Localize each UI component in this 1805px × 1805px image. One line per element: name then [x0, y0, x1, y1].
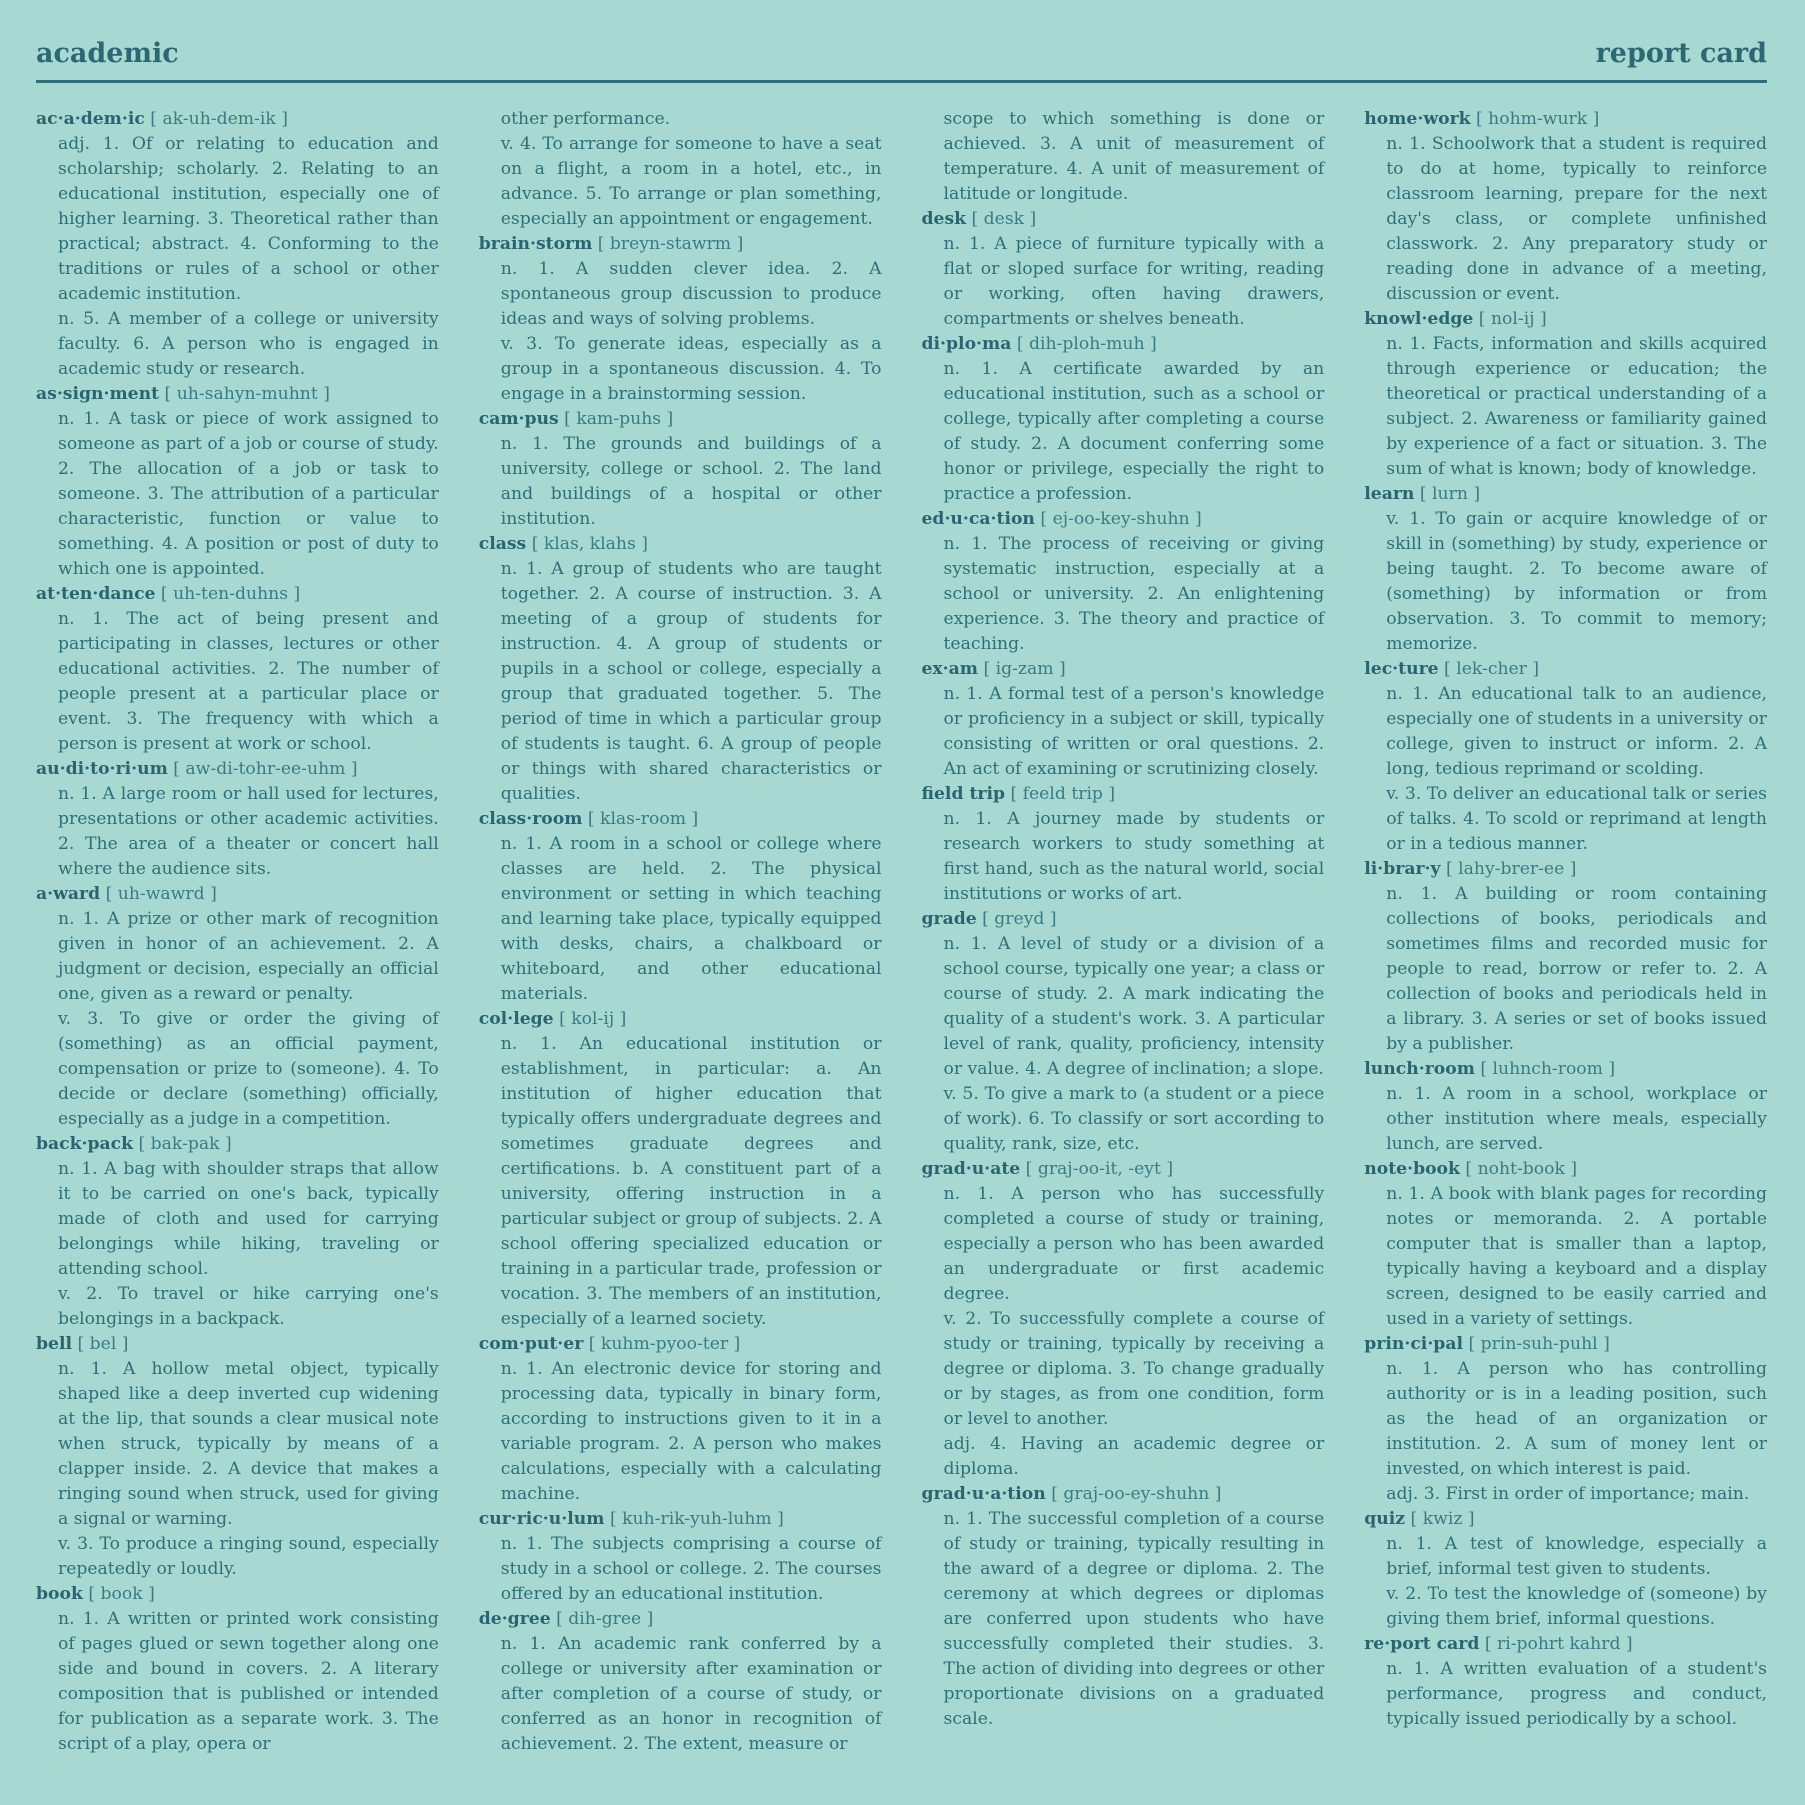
- dictionary-entry: [36, 1582, 439, 1757]
- dictionary-entry: [1364, 107, 1767, 307]
- definition: n. 1. A level of study or a division of a school course, typically one year; a class or course of study. 2. A mark indicating the quality of a student's work. 3. A particular level of rank, quality, proficiency, intensity or value. 4. A degree of inclination; a slope.: [943, 934, 1325, 1079]
- headword: cam·pus: [478, 409, 559, 429]
- dictionary-entry: [922, 332, 1325, 507]
- pronunciation: [ breyn-stawrm ]: [592, 234, 744, 254]
- dictionary-entry: [36, 582, 439, 757]
- definition: n. 1. The subjects comprising a course of study in a school or college. 2. The courses offered by an educational institution.: [500, 1534, 882, 1604]
- definition: n. 1. A certificate awarded by an educational institution, such as a school or college, typically after completing a course of study. 2. A document conferring some honor or privilege, especially the right to practice a profession.: [943, 359, 1325, 504]
- entry-head: [922, 207, 1325, 232]
- pronunciation: [ greyd ]: [976, 909, 1057, 929]
- dictionary-entry: [36, 107, 439, 382]
- definition: n. 1. A formal test of a person's knowledge or proficiency in a subject or skill, typically consisting of written or oral questions. 2. An act of examining or scrutinizing closely.: [943, 684, 1325, 779]
- dictionary-entry: [36, 1132, 439, 1332]
- dictionary-entry: [479, 1007, 882, 1332]
- entry-head: [1364, 1507, 1767, 1532]
- dictionary-entry: [479, 1607, 882, 1757]
- headword: li·brar·y: [1364, 859, 1441, 879]
- entry-head: [479, 1007, 882, 1032]
- pronunciation: [ kuhm-pyoo-ter ]: [583, 1334, 741, 1354]
- pronunciation: [ klas-room ]: [582, 809, 699, 829]
- definition: v. 2. To travel or hike carrying one's belongings in a backpack.: [58, 1284, 439, 1329]
- dictionary-entry: [1364, 657, 1767, 857]
- definition: n. 1. The act of being present and participating in classes, lectures or other educational activities. 2. The number of people present at a particular place or event. 3. The frequency with which a person is present at work or school.: [58, 609, 439, 754]
- entry-head: [922, 1482, 1325, 1507]
- entry-head: [1364, 1057, 1767, 1082]
- entry-head: [922, 332, 1325, 357]
- header-right-guideword: report card: [1595, 38, 1767, 69]
- pronunciation: [ graj-oo-it, -eyt ]: [1020, 1159, 1174, 1179]
- dictionary-entry: [922, 782, 1325, 907]
- definition: n. 1. A room in a school or college where classes are held. 2. The physical environment or setting in which teaching and learning take place, typically equipped with desks, chairs, a chalkboard or whiteboard, and other educational materials.: [500, 834, 882, 1004]
- definition: n. 1. A building or room containing collections of books, periodicals and sometimes films and recorded music for people to read, borrow or refer to. 2. A collection of books and periodicals held in a library. 3. A series or set of books issued by a publisher.: [1386, 884, 1767, 1054]
- definition: n. 1. The successful completion of a course of study or training, typically resulting in the award of a degree or diploma. 2. The ceremony at which degrees or diplomas are conferred upon students who have successfully completed their studies. 3. The action of dividing into degrees or other proportionate divisions on a graduated scale.: [943, 1509, 1325, 1729]
- pronunciation: [ klas, klahs ]: [526, 534, 648, 554]
- entry-head: [922, 657, 1325, 682]
- dictionary-entry: [479, 232, 882, 407]
- definition: n. 1. A task or piece of work assigned to someone as part of a job or course of study. 2. The allocation of a job or task to someone. 3. The attribution of a particular characteristic, function or value to something. 4. A position or post of duty to which one is appointed.: [58, 409, 439, 579]
- dictionary-entry: [36, 757, 439, 882]
- dictionary-entry: [1364, 857, 1767, 1057]
- headword: bell: [36, 1334, 73, 1354]
- pronunciation: [ ig-zam ]: [978, 659, 1066, 679]
- definition: n. 1. A book with blank pages for recording notes or memoranda. 2. A portable computer that is smaller than a laptop, typically having a keyboard and a display screen, designed to be easily carried and used in a variety of settings.: [1386, 1184, 1767, 1329]
- definition: n. 1. An academic rank conferred by a college or university after examination or after completion of a course of study, or conferred as an honor in recognition of achievement. 2. The extent, measure or: [500, 1634, 882, 1754]
- entry-head: [479, 1607, 882, 1632]
- pronunciation: [ bak-pak ]: [133, 1134, 232, 1154]
- headword: grad·u·a·tion: [921, 1484, 1046, 1504]
- headword: grade: [921, 909, 977, 929]
- dictionary-entry: [1364, 482, 1767, 657]
- entry-head: [479, 532, 882, 557]
- headword: de·gree: [478, 1609, 551, 1629]
- dictionary-entry: [479, 1332, 882, 1507]
- pronunciation: [ aw-di-tohr-ee-uhm ]: [167, 759, 358, 779]
- pronunciation: [ book ]: [82, 1584, 155, 1604]
- headword: quiz: [1364, 1509, 1406, 1529]
- page-header: [36, 38, 1767, 83]
- entry-head: [36, 1132, 439, 1157]
- dictionary-entry: [1364, 1157, 1767, 1332]
- entry-head: [36, 757, 439, 782]
- entry-head: [479, 1507, 882, 1532]
- entry-head: [479, 407, 882, 432]
- pronunciation: [ kol-ij ]: [553, 1009, 627, 1029]
- definition: n. 1. A person who has controlling authority or is in a leading position, such as the head of an organization or institution. 2. A sum of money lent or invested, on which interest is paid.: [1386, 1359, 1767, 1479]
- dictionary-entry: [1364, 307, 1767, 482]
- definition: adj. 1. Of or relating to education and scholarship; scholarly. 2. Relating to an educational institution, especially one of higher learning. 3. Theoretical rather than practical; abstract. 4. Conforming to the traditions or rules of a school or other academic institution.: [58, 134, 439, 304]
- definition: v. 2. To successfully complete a course of study or training, typically by receiving a degree or diploma. 3. To change gradually or by stages, as from one condition, form or level to another.: [943, 1309, 1325, 1429]
- dictionary-columns: [36, 107, 1767, 1757]
- headword: lec·ture: [1364, 659, 1439, 679]
- headword: field trip: [921, 784, 1006, 804]
- definition: n. 1. A written or printed work consisting of pages glued or sewn together along one side and bound in covers. 2. A literary composition that is published or intended for publication as a separate work. 3. The script of a play, opera or: [58, 1609, 439, 1754]
- definition: v. 2. To test the knowledge of (someone) by giving them brief, informal questions.: [1386, 1584, 1767, 1629]
- definition: v. 3. To deliver an educational talk or series of talks. 4. To scold or reprimand at length or in a tedious manner.: [1386, 784, 1767, 854]
- definition: n. 1. A hollow metal object, typically shaped like a deep inverted cup widening at the lip, that sounds a clear musical note when struck, typically by means of a clapper inside. 2. A device that makes a ringing sound when struck, used for giving a signal or warning.: [58, 1359, 439, 1529]
- pronunciation: [ feeld trip ]: [1005, 784, 1116, 804]
- pronunciation: [ prin-suh-puhl ]: [1463, 1334, 1610, 1354]
- pronunciation: [ luhnch-room ]: [1474, 1059, 1616, 1079]
- headword: grad·u·ate: [921, 1159, 1021, 1179]
- dictionary-entry: [922, 1157, 1325, 1482]
- dictionary-entry: [1364, 1332, 1767, 1507]
- headword: at·ten·dance: [36, 584, 156, 604]
- definition: n. 1. An educational talk to an audience, especially one of students in a university or college, given to instruct or inform. 2. A long, tedious reprimand or scolding.: [1386, 684, 1767, 779]
- definition: v. 3. To produce a ringing sound, especially repeatedly or loudly.: [58, 1534, 439, 1579]
- definition: n. 1. The process of receiving or giving systematic instruction, especially at a school or university. 2. An enlightening experience. 3. The theory and practice of teaching.: [943, 534, 1325, 654]
- definition: adj. 3. First in order of importance; main.: [1386, 1484, 1750, 1504]
- headword: home·work: [1364, 109, 1471, 129]
- entry-head: [36, 882, 439, 907]
- pronunciation: [ dih-gree ]: [550, 1609, 654, 1629]
- definition: v. 5. To give a mark to (a student or a piece of work). 6. To classify or sort according to quality, rank, size, etc.: [943, 1084, 1325, 1154]
- headword: ex·am: [921, 659, 978, 679]
- dictionary-column: [479, 107, 882, 1757]
- headword: com·put·er: [478, 1334, 584, 1354]
- entry-head: [922, 782, 1325, 807]
- dictionary-entry: [922, 907, 1325, 1157]
- entry-head: [36, 382, 439, 407]
- headword: ac·a·dem·ic: [36, 109, 145, 129]
- definition: n. 1. A prize or other mark of recognition given in honor of an achievement. 2. A judgment or decision, especially an official one, given as a reward or penalty.: [58, 909, 439, 1004]
- entry-head: [1364, 1632, 1767, 1657]
- headword: desk: [921, 209, 967, 229]
- headword: ed·u·ca·tion: [921, 509, 1035, 529]
- definition: n. 1. A journey made by students or research workers to study something at first hand, such as the natural world, social institutions or works of art.: [943, 809, 1325, 904]
- headword: brain·storm: [478, 234, 593, 254]
- headword: cur·ric·u·lum: [478, 1509, 605, 1529]
- entry-head: [479, 1332, 882, 1357]
- pronunciation: [ nol-ij ]: [1473, 309, 1547, 329]
- definition: v. 1. To gain or acquire knowledge of or skill in (something) by study, experience or being taught. 2. To become aware of (something) by information or from observation. 3. To commit to memory; memorize.: [1386, 509, 1767, 654]
- pronunciation: [ lek-cher ]: [1438, 659, 1540, 679]
- headword: lunch·room: [1364, 1059, 1475, 1079]
- dictionary-entry: [922, 657, 1325, 782]
- dictionary-column: [36, 107, 439, 1757]
- definition: n. 1. A written evaluation of a student's performance, progress and conduct, typically issued periodically by a school.: [1386, 1659, 1767, 1729]
- headword: as·sign·ment: [36, 384, 160, 404]
- dictionary-column: [1364, 107, 1767, 1757]
- pronunciation: [ ak-uh-dem-ik ]: [144, 109, 288, 129]
- definition: n. 1. An educational institution or establishment, in particular: a. An institution of higher education that typically offers undergraduate degrees and sometimes graduate degrees and certifications. b. A constituent part of a university, offering instruction in a particular subject or group of subjects. 2. A school offering specialized education or training in a particular trade, profession or vocation. 3. The members of an institution, especially of a learned society.: [500, 1034, 882, 1329]
- headword: learn: [1364, 484, 1415, 504]
- entry-head: [1364, 482, 1767, 507]
- entry-head: [1364, 1157, 1767, 1182]
- headword: class·room: [478, 809, 583, 829]
- headword: col·lege: [478, 1009, 554, 1029]
- definition: n. 1. A room in a school, workplace or other institution where meals, especially lunch, are served.: [1386, 1084, 1767, 1154]
- pronunciation: [ lurn ]: [1414, 484, 1481, 504]
- pronunciation: [ uh-ten-duhns ]: [155, 584, 301, 604]
- pronunciation: [ uh-wawrd ]: [100, 884, 217, 904]
- definition: n. 1. An electronic device for storing and processing data, typically in binary form, according to instructions given to it in a variable program. 2. A person who makes calculations, especially with a calculating machine.: [500, 1359, 882, 1504]
- pronunciation: [ ej-oo-key-shuhn ]: [1034, 509, 1202, 529]
- dictionary-column: [922, 107, 1325, 1757]
- entry-head: [36, 1332, 439, 1357]
- dictionary-entry: [479, 1507, 882, 1607]
- continued-definition: other performance.: [500, 109, 671, 129]
- dictionary-entry: [36, 1332, 439, 1582]
- definition: n. 1. Schoolwork that a student is required to do at home, typically to reinforce classroom learning, prepare for the next day's class, or complete unfinished classwork. 2. Any preparatory study or reading done in advance of a meeting, discussion or event.: [1386, 134, 1767, 304]
- definition: n. 1. A test of knowledge, especially a brief, informal test given to students.: [1386, 1534, 1767, 1579]
- pronunciation: [ dih-ploh-muh ]: [1011, 334, 1157, 354]
- entry-head: [36, 107, 439, 132]
- entry-head: [1364, 107, 1767, 132]
- entry-head: [922, 1157, 1325, 1182]
- headword: re·port card: [1364, 1634, 1480, 1654]
- continued-definition: scope to which something is done or achieved. 3. A unit of measurement of temperature. 4. A unit of measurement of latitude or longitude.: [943, 109, 1325, 204]
- definition: n. 5. A member of a college or university faculty. 6. A person who is engaged in academic study or research.: [58, 309, 439, 379]
- entry-head: [1364, 857, 1767, 882]
- dictionary-entry: [479, 807, 882, 1007]
- pronunciation: [ bel ]: [72, 1334, 129, 1354]
- dictionary-entry: [922, 207, 1325, 332]
- entry-head: [1364, 1332, 1767, 1357]
- headword: note·book: [1364, 1159, 1460, 1179]
- headword: prin·ci·pal: [1364, 1334, 1463, 1354]
- pronunciation: [ uh-sahyn-muhnt ]: [159, 384, 330, 404]
- pronunciation: [ lahy-brer-ee ]: [1440, 859, 1577, 879]
- dictionary-entry: [479, 532, 882, 807]
- headword: back·pack: [36, 1134, 134, 1154]
- definition: n. 1. A person who has successfully completed a course of study or training, especially a person who has been awarded an undergraduate or first academic degree.: [943, 1184, 1325, 1304]
- definition: n. 1. A group of students who are taught together. 2. A course of instruction. 3. A meeting of a group of students for instruction. 4. A group of students or pupils in a school or college, especially a group that graduated together. 5. The period of time in which a particular group of students is taught. 6. A group of people or things with shared characteristics or qualities.: [500, 559, 882, 804]
- pronunciation: [ hohm-wurk ]: [1470, 109, 1600, 129]
- dictionary-entry: [1364, 1057, 1767, 1157]
- entry-head: [1364, 307, 1767, 332]
- headword: book: [36, 1584, 83, 1604]
- entry-head: [479, 232, 882, 257]
- definition: n. 1. A sudden clever idea. 2. A spontaneous group discussion to produce ideas and ways of solving problems.: [500, 259, 882, 329]
- dictionary-entry: [36, 382, 439, 582]
- headword: class: [478, 534, 527, 554]
- pronunciation: [ kam-puhs ]: [558, 409, 674, 429]
- entry-head: [479, 807, 882, 832]
- definition: n. 1. A bag with shoulder straps that allow it to be carried on one's back, typically made of cloth and used for carrying belongings while hiking, traveling or attending school.: [58, 1159, 439, 1279]
- pronunciation: [ graj-oo-ey-shuhn ]: [1045, 1484, 1222, 1504]
- entry-head: [922, 507, 1325, 532]
- pronunciation: [ kuh-rik-yuh-luhm ]: [604, 1509, 784, 1529]
- dictionary-entry: [1364, 1507, 1767, 1632]
- definition: n. 1. A large room or hall used for lectures, presentations or other academic activities. 2. The area of a theater or concert hall where the audience sits.: [58, 784, 439, 879]
- definition: v. 3. To generate ideas, especially as a group in a spontaneous discussion. 4. To engage in a brainstorming session.: [500, 334, 882, 404]
- dictionary-entry: [922, 507, 1325, 657]
- definition: v. 3. To give or order the giving of (something) as an official payment, compensation or prize to (someone). 4. To decide or declare (something) officially, especially as a judge in a competition.: [58, 1009, 439, 1129]
- pronunciation: [ desk ]: [966, 209, 1037, 229]
- continued-definition: v. 4. To arrange for someone to have a seat on a flight, a room in a hotel, etc., in advance. 5. To arrange or plan something, especially an appointment or engagement.: [500, 134, 882, 229]
- definition: n. 1. Facts, information and skills acquired through experience or education; the theoretical or practical understanding of a subject. 2. Awareness or familiarity gained by experience of a fact or situation. 3. The sum of what is known; body of knowledge.: [1386, 334, 1767, 479]
- entry-head: [1364, 657, 1767, 682]
- definition: adj. 4. Having an academic degree or diploma.: [943, 1434, 1325, 1479]
- headword: di·plo·ma: [921, 334, 1012, 354]
- entry-head: [922, 907, 1325, 932]
- definition: n. 1. The grounds and buildings of a university, college or school. 2. The land and buildings of a hospital or other institution.: [500, 434, 882, 529]
- dictionary-entry: [922, 1482, 1325, 1732]
- headword: au·di·to·ri·um: [36, 759, 168, 779]
- dictionary-entry: [36, 882, 439, 1132]
- dictionary-entry: [1364, 1632, 1767, 1732]
- headword: knowl·edge: [1364, 309, 1474, 329]
- dictionary-entry: [479, 407, 882, 532]
- pronunciation: [ noht-book ]: [1459, 1159, 1578, 1179]
- entry-head: [36, 1582, 439, 1607]
- pronunciation: [ ri-pohrt kahrd ]: [1479, 1634, 1633, 1654]
- definition: n. 1. A piece of furniture typically with a flat or sloped surface for writing, reading or working, often having drawers, compartments or shelves beneath.: [943, 234, 1325, 329]
- headword: a·ward: [36, 884, 101, 904]
- pronunciation: [ kwiz ]: [1405, 1509, 1475, 1529]
- entry-head: [36, 582, 439, 607]
- header-left-guideword: academic: [36, 38, 179, 69]
